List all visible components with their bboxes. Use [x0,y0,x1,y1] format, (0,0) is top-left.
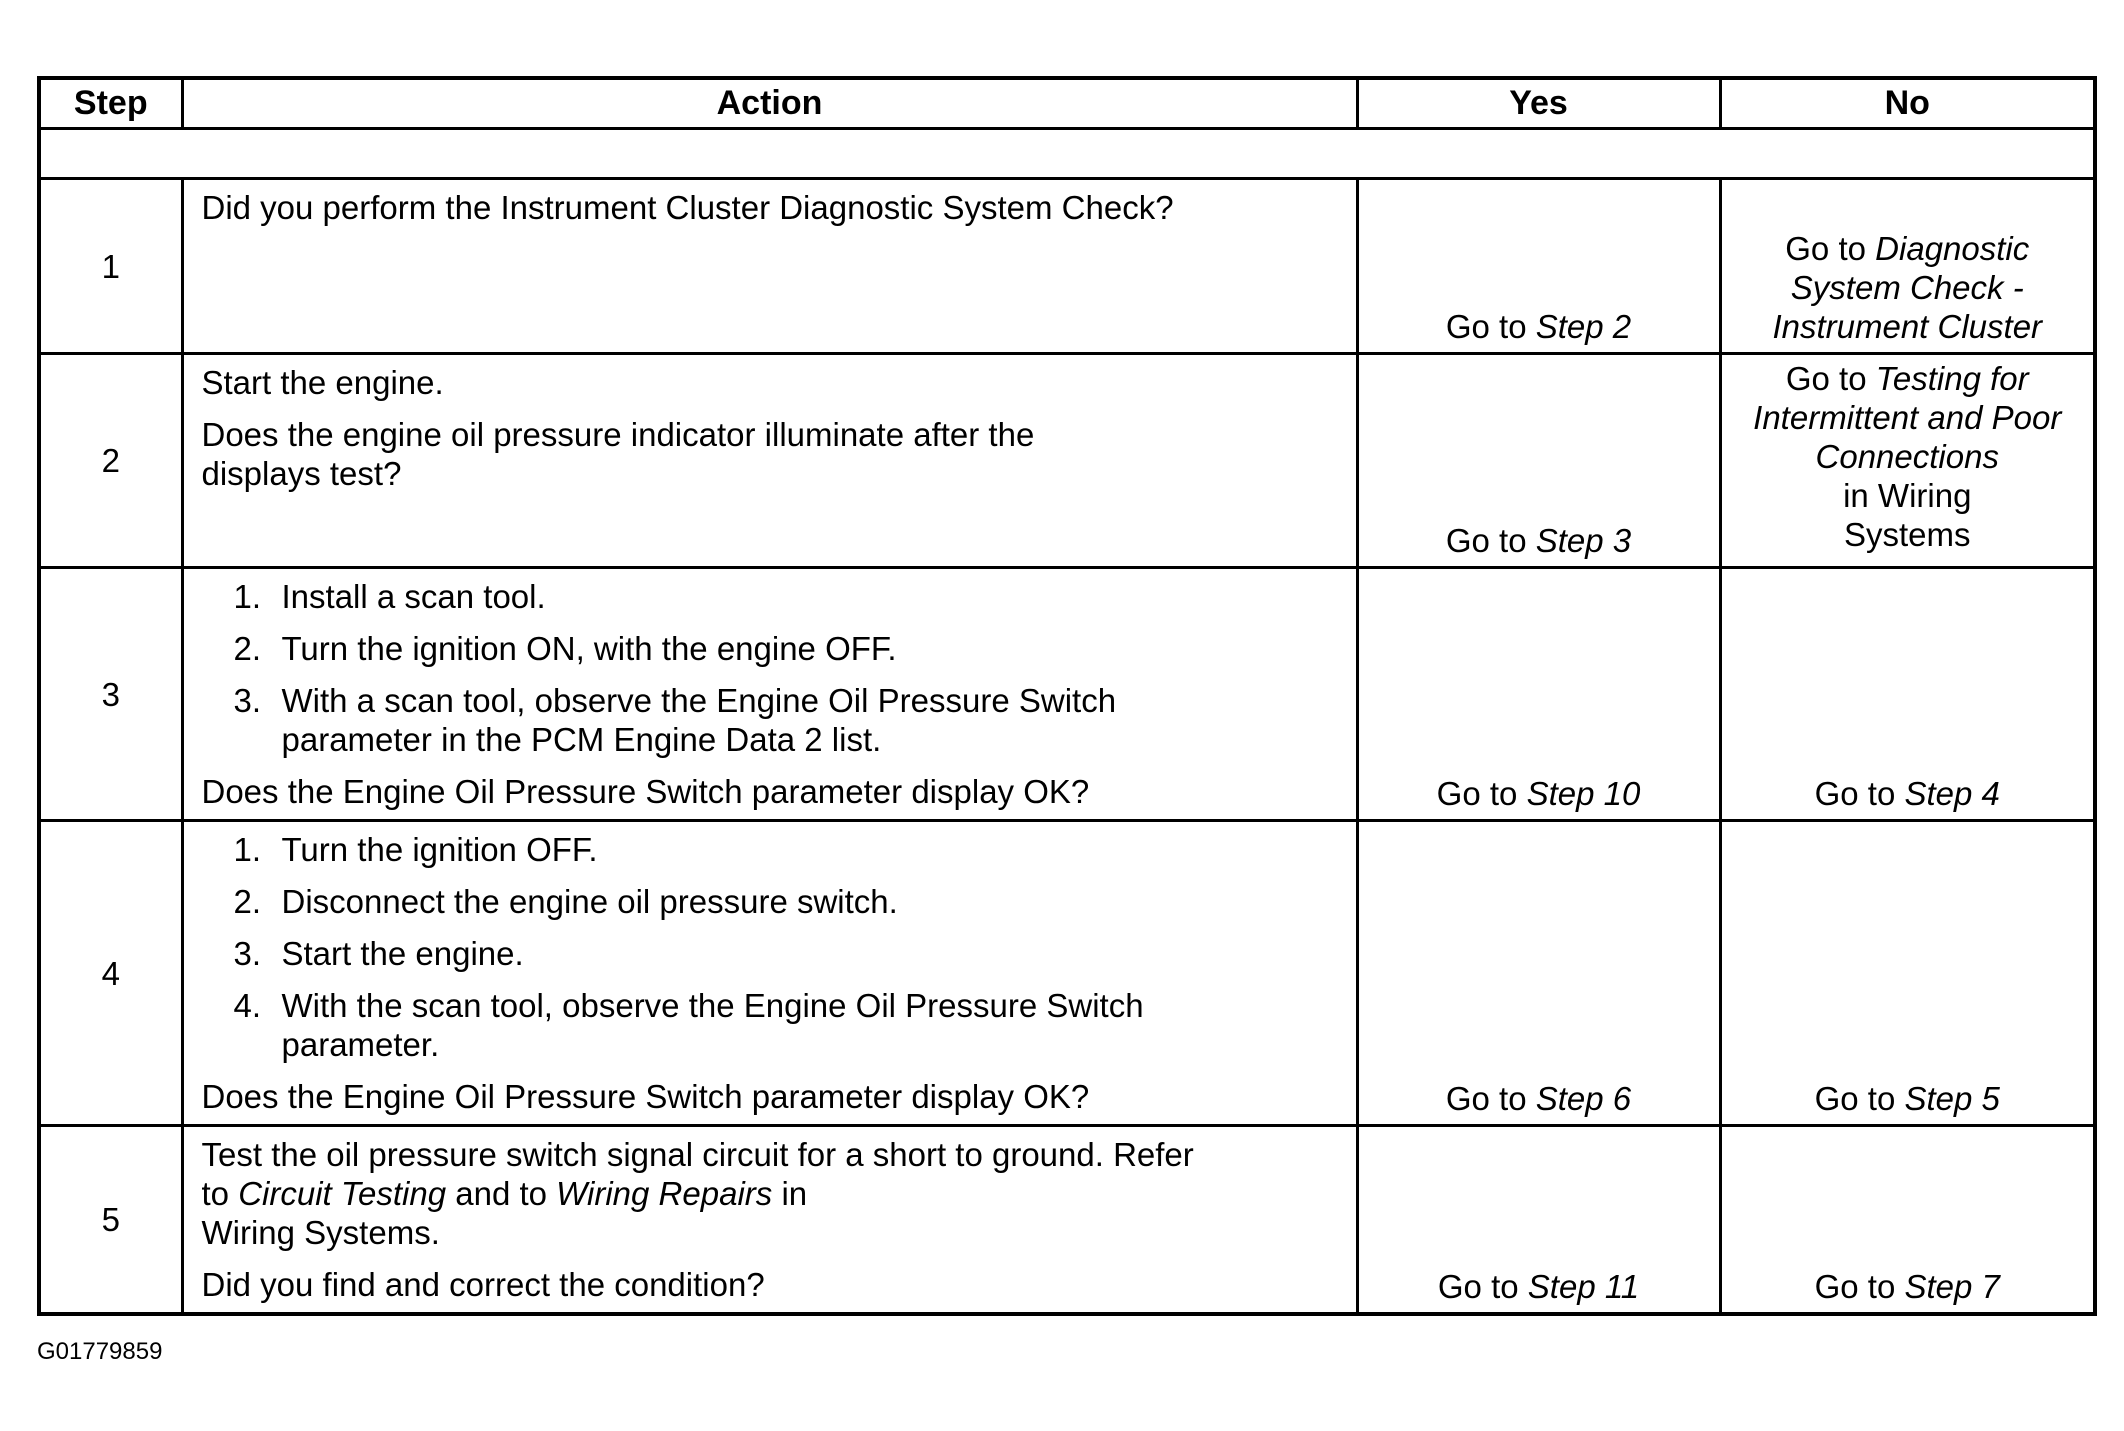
action-cell [182,179,1357,354]
header-yes: Yes [1357,78,1720,129]
list-item-text: Disconnect the engine oil pressure switch. [281,883,898,920]
table-row [39,354,2095,568]
list-item-number: 1. [233,831,262,868]
no-link[interactable]: Step 5 [1904,1080,2000,1117]
no-link[interactable]: Step 7 [1904,1268,2000,1305]
list-item [202,934,1342,973]
action-question: Did you find and correct the condition? [201,1266,765,1303]
list-item [202,986,1342,1064]
action-question [202,415,1342,493]
diagnostic-table [37,76,2097,1316]
figure-id: G01779859 [37,1338,163,1365]
spacer-cell [39,129,2095,179]
header-step: Step [39,78,182,129]
no-link[interactable]: Step 4 [1904,775,2000,812]
yes-link[interactable]: Step 6 [1535,1080,1632,1117]
action-question: Does the Engine Oil Pressure Switch parameter display OK? [201,773,1090,810]
no-cell [1720,179,2095,354]
yes-prefix: Go to [1437,1268,1528,1305]
action-text-fragment: in [772,1175,808,1212]
action-cell [182,354,1357,568]
list-item-number: 3. [233,935,262,972]
step-number: 1 [39,179,182,354]
no-tail: in Wiring [1843,477,1972,514]
no-link[interactable]: Testing for [1875,360,2029,397]
table-header-row [39,78,2095,129]
no-tail: Systems [1843,516,1971,553]
list-item-text: Start the engine. [281,935,524,972]
no-prefix: Go to [1814,775,1905,812]
no-link[interactable]: Diagnostic [1875,230,2030,267]
action-text-line: Test the oil pressure switch signal circuit for a short to ground. Refer [201,1136,1194,1173]
table-spacer-row [39,129,2095,179]
list-item-text: parameter. [281,1026,440,1063]
no-link[interactable]: Intermittent and Poor [1753,399,2062,436]
list-item-text: parameter in the PCM Engine Data 2 list. [281,721,882,758]
list-item-number: 3. [233,682,262,719]
no-prefix: Go to [1785,360,1876,397]
yes-prefix: Go to [1436,775,1527,812]
list-item [202,629,1342,668]
yes-link[interactable]: Step 11 [1527,1268,1640,1305]
yes-prefix: Go to [1445,308,1536,345]
list-item [202,681,1342,759]
yes-cell [1357,179,1720,354]
action-text-line: Wiring Systems. [201,1214,440,1251]
no-cell [1720,354,2095,568]
list-item [202,882,1342,921]
list-item-number: 2. [233,883,262,920]
header-no: No [1720,78,2095,129]
no-cell [1720,1126,2095,1315]
list-item-text: With the scan tool, observe the Engine Oil Pressure Switch [281,987,1144,1024]
yes-link[interactable]: Step 3 [1535,522,1632,559]
no-prefix: Go to [1814,1080,1905,1117]
step-number: 4 [39,821,182,1126]
action-question-line: displays test? [201,455,402,492]
action-text: Did you perform the Instrument Cluster Diagnostic System Check? [201,189,1174,226]
no-prefix: Go to [1785,230,1876,267]
list-item [202,830,1342,869]
action-text-line [202,1174,1342,1213]
action-text-fragment: to [201,1175,239,1212]
table-row [39,1126,2095,1315]
action-text-fragment: and to [446,1175,557,1212]
yes-cell [1357,1126,1720,1315]
list-item-number: 1. [233,578,262,615]
no-link[interactable]: Connections [1815,438,1999,475]
header-action: Action [182,78,1357,129]
list-item-text: Turn the ignition OFF. [281,831,598,868]
action-question: Does the Engine Oil Pressure Switch parameter display OK? [201,1078,1090,1115]
action-steps-list [202,830,1342,1064]
list-item-number: 4. [233,987,262,1024]
step-number: 2 [39,354,182,568]
action-cell [182,568,1357,821]
no-prefix: Go to [1814,1268,1905,1305]
action-cell [182,1126,1357,1315]
action-text: Start the engine. [201,364,444,401]
list-item-text: Install a scan tool. [281,578,546,615]
list-item-number: 2. [233,630,262,667]
list-item-text: Turn the ignition ON, with the engine OFF. [281,630,897,667]
no-link[interactable]: System Check - [1790,269,2024,306]
table-row [39,568,2095,821]
step-number: 3 [39,568,182,821]
wiring-repairs-link[interactable]: Wiring Repairs [556,1175,773,1212]
action-text [202,1135,1342,1252]
action-steps-list [202,577,1342,759]
step-number: 5 [39,1126,182,1315]
list-item-text: With a scan tool, observe the Engine Oil Pressure Switch [281,682,1117,719]
yes-cell [1357,568,1720,821]
action-question-line: Does the engine oil pressure indicator illuminate after the [201,416,1035,453]
no-cell [1720,821,2095,1126]
yes-link[interactable]: Step 2 [1535,308,1632,345]
table-row [39,821,2095,1126]
no-cell [1720,568,2095,821]
yes-link[interactable]: Step 10 [1526,775,1641,812]
yes-prefix: Go to [1445,522,1536,559]
yes-cell [1357,821,1720,1126]
action-cell [182,821,1357,1126]
no-link[interactable]: Instrument Cluster [1772,308,2043,345]
table-row [39,179,2095,354]
yes-prefix: Go to [1445,1080,1536,1117]
yes-cell [1357,354,1720,568]
circuit-testing-link[interactable]: Circuit Testing [238,1175,447,1212]
list-item [202,577,1342,616]
